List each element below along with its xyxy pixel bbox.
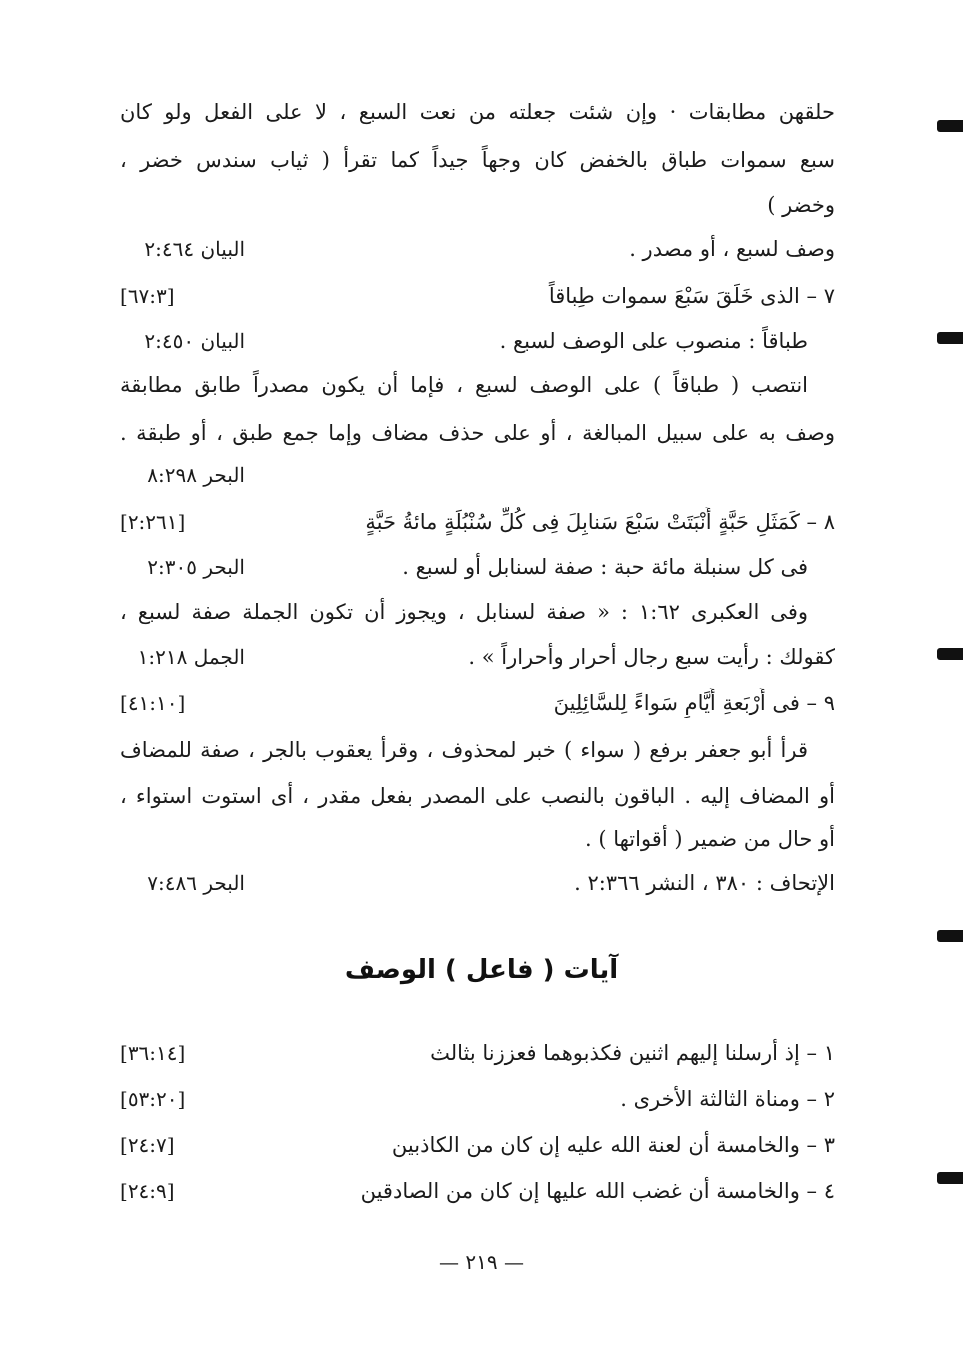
reference: البيان ٢:٤٥٠ bbox=[144, 329, 245, 353]
binding-mark bbox=[937, 120, 963, 132]
list-item: ٢ – ومناة الثالثة الأخرى . bbox=[620, 1087, 835, 1111]
reference: البحر ٢:٣٠٥ bbox=[147, 555, 245, 579]
reference: البحر ٧:٤٨٦ bbox=[147, 871, 245, 895]
list-item-reference: [٢٤:٩] bbox=[120, 1179, 175, 1203]
section-heading: آيات ( فاعل ) الوصف bbox=[344, 955, 619, 985]
list-item: ٣ – والخامسة أن لعنة الله عليه إن كان من الكاذبين bbox=[391, 1133, 835, 1157]
text-line: وصف لسبع ، أو مصدر . bbox=[629, 237, 835, 261]
binding-mark bbox=[937, 648, 963, 660]
reference: البيان ٢:٤٦٤ bbox=[144, 237, 245, 261]
verse-reference: [٤١:١٠] bbox=[120, 691, 186, 715]
list-item-reference: [٣٦:١٤] bbox=[120, 1041, 186, 1065]
text-line: وصف به على سبيل المبالغة ، أو على حذف مضاف وإما جمع طبق ، أو طبقة . bbox=[120, 421, 835, 445]
text-line: أو المضاف إليه . الباقون بالنصب على المصدر بفعل مقدر ، أى استوت استواء ، bbox=[120, 784, 835, 808]
text-line: حلقهن مطابقات · وإن شئت جعلته من نعت السبع ، لا على الفعل ولو كان bbox=[120, 100, 835, 124]
binding-mark bbox=[937, 332, 963, 344]
text-line: أو حال من ضمير ( أقواتها ) . bbox=[584, 827, 835, 851]
reference: الجمل ١:٢١٨ bbox=[137, 645, 245, 669]
binding-mark bbox=[937, 930, 963, 942]
list-item: ١ – إذ أرسلنا إليهم اثنين فكذبوهما فعززنا بثالث bbox=[430, 1041, 835, 1065]
text-line: كقولك : رأيت سبع رجال أحرار وأحراراً » . bbox=[468, 645, 835, 669]
binding-mark bbox=[937, 1172, 963, 1184]
text-line: وفى العكبرى ١:٦٢ : « صفة لسنابل ، ويجوز أن تكون الجملة صفة لسبع ، bbox=[120, 600, 808, 624]
verse-reference: [٦٧:٣] bbox=[120, 284, 175, 308]
text-line: سبع سموات طباق بالخفض كان وجهاً جيداً كما تقرأ ( ثياب سندس خضر ، bbox=[120, 148, 835, 172]
text-line: وخضر ) bbox=[767, 193, 835, 217]
text-line: انتصب ( طباقاً ) على الوصف لسبع ، فإما أن يكون مصدراً طابق مطابقة bbox=[120, 373, 808, 397]
reference: البحر ٨:٢٩٨ bbox=[147, 463, 245, 487]
verse-reference: [٢:٢٦١] bbox=[120, 510, 186, 534]
text-line: طباقاً : منصوب على الوصف لسبع . bbox=[499, 329, 808, 353]
text-line: فى كل سنبلة مائة حبة : صفة لسنابل أو لسبع . bbox=[402, 555, 808, 579]
list-item: ٤ – والخامسة أن غضب الله عليها إن كان من الصادقين bbox=[360, 1179, 835, 1203]
verse-line: ٧ – الذى خَلَقَ سَبْعَ سموات طِباقاً bbox=[548, 284, 835, 308]
list-item-reference: [٥٣:٢٠] bbox=[120, 1087, 186, 1111]
verse-line: ٨ – كَمَثَلِ حَبَّةٍ أَنْبَتَتْ سَبْعَ سَنابِلَ فِى كُلِّ سُنْبُلَةٍ مائةُ حَبَّةٍ bbox=[365, 510, 835, 534]
list-item-reference: [٢٤:٧] bbox=[120, 1133, 175, 1157]
text-line: الإتحاف : ٣٨٠ ، النشر ٢:٣٦٦ . bbox=[574, 871, 835, 895]
page-number: — ٢١٩ — bbox=[439, 1250, 524, 1274]
text-line: قرأ أبو جعفر برفع ( سواء ) خبر لمحذوف ، وقرأ يعقوب بالجر ، صفة للمضاف bbox=[120, 738, 808, 762]
verse-line: ٩ – فى أَرْبَعةِ أَيَّامٍ سَواءً لِلسَّائِلِينَ bbox=[553, 691, 835, 715]
